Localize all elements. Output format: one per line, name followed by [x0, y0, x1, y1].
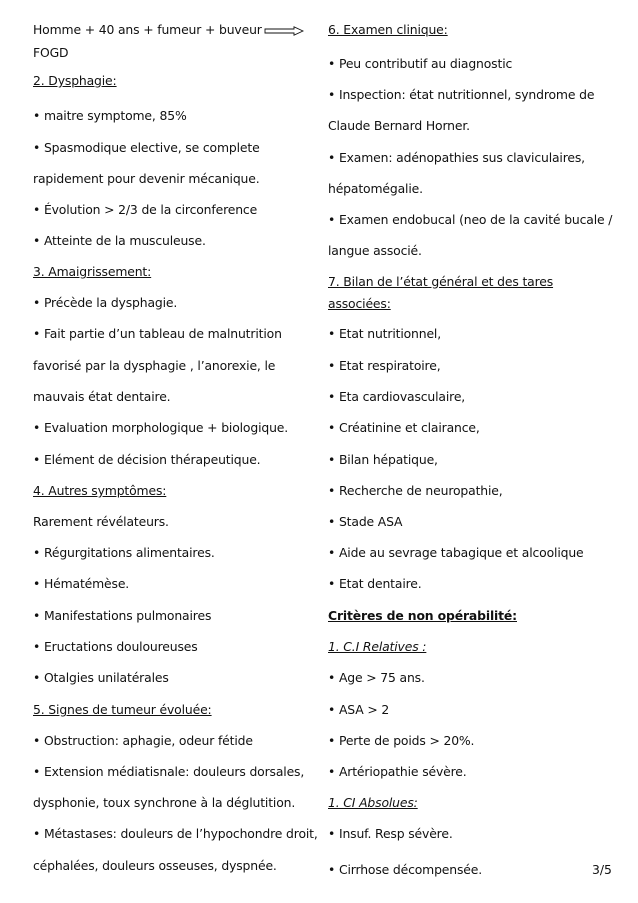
list-item: • Créatinine et clairance,: [328, 420, 480, 435]
list-item: • Fait partie d’un tableau de malnutrition: [33, 326, 282, 341]
section-7-title-cont: associées:: [328, 296, 391, 311]
ci-absolues-title: 1. CI Absolues:: [328, 795, 418, 810]
list-item: • Hématémèse.: [33, 576, 130, 591]
list-item: • Recherche de neuropathie,: [328, 483, 503, 498]
list-item: • Peu contributif au diagnostic: [328, 56, 513, 71]
list-item: • Etat nutritionnel,: [328, 326, 442, 341]
intro-line-2: FOGD: [33, 45, 69, 60]
list-item: • Insuf. Resp sévère.: [328, 826, 453, 841]
section-4-title: 4. Autres symptômes:: [33, 483, 167, 498]
list-item: • Évolution > 2/3 de la circonference: [33, 202, 258, 217]
section-3-title: 3. Amaigrissement:: [33, 264, 152, 279]
list-item-cont: langue associé.: [328, 243, 422, 258]
list-item: • Régurgitations alimentaires.: [33, 545, 215, 560]
list-item: • Stade ASA: [328, 514, 403, 529]
list-item: • Examen endobucal (neo de la cavité bucale /: [328, 212, 613, 227]
list-item-cont: mauvais état dentaire.: [33, 389, 171, 404]
list-item: • Bilan hépatique,: [328, 452, 438, 467]
arrow-right-icon: [264, 26, 304, 36]
list-item: • Eta cardiovasculaire,: [328, 389, 466, 404]
list-item: • Métastases: douleurs de l’hypochondre droit,: [33, 826, 318, 841]
list-item-cont: favorisé par la dysphagie , l’anorexie, le: [33, 358, 276, 373]
intro-line: [33, 22, 304, 38]
section-7-title: 7. Bilan de l’état général et des tares: [328, 274, 554, 289]
list-item: • Otalgies unilatérales: [33, 670, 169, 685]
criteria-title: Critères de non opérabilité:: [328, 608, 517, 623]
list-item: • Inspection: état nutritionnel, syndrome de: [328, 87, 595, 102]
intro-text: Homme + 40 ans + fumeur + buveur: [33, 22, 262, 37]
list-item: • Examen: adénopathies sus claviculaires,: [328, 150, 585, 165]
ci-relatives-title: 1. C.I Relatives :: [328, 639, 427, 654]
list-item: • Evaluation morphologique + biologique.: [33, 420, 289, 435]
section-6-title: 6. Examen clinique:: [328, 22, 448, 37]
list-item: • Manifestations pulmonaires: [33, 608, 212, 623]
list-item: • Extension médiatisnale: douleurs dorsales,: [33, 764, 305, 779]
list-item: • Eructations douloureuses: [33, 639, 198, 654]
list-item: • Cirrhose décompensée.: [328, 862, 483, 877]
list-item: • Etat dentaire.: [328, 576, 422, 591]
page-number: 3/5: [592, 862, 612, 877]
list-item: • Elément de décision thérapeutique.: [33, 452, 261, 467]
section-4-intro: Rarement révélateurs.: [33, 514, 169, 529]
list-item: • Atteinte de la musculeuse.: [33, 233, 206, 248]
list-item-cont: rapidement pour devenir mécanique.: [33, 171, 260, 186]
section-5-title: 5. Signes de tumeur évoluée:: [33, 702, 212, 717]
list-item: • Spasmodique elective, se complete: [33, 140, 260, 155]
list-item: • Perte de poids > 20%.: [328, 733, 475, 748]
list-item-cont: céphalées, douleurs osseuses, dyspnée.: [33, 858, 277, 873]
list-item: • ASA > 2: [328, 702, 390, 717]
list-item: • Obstruction: aphagie, odeur fétide: [33, 733, 253, 748]
list-item: • Aide au sevrage tabagique et alcoolique: [328, 545, 584, 560]
list-item: • Age > 75 ans.: [328, 670, 425, 685]
list-item-cont: hépatomégalie.: [328, 181, 423, 196]
section-2-title: 2. Dysphagie:: [33, 73, 117, 88]
list-item: • maitre symptome, 85%: [33, 108, 187, 123]
list-item-cont: Claude Bernard Horner.: [328, 118, 470, 133]
list-item: • Artériopathie sévère.: [328, 764, 467, 779]
list-item-cont: dysphonie, toux synchrone à la déglutition.: [33, 795, 296, 810]
list-item: • Etat respiratoire,: [328, 358, 441, 373]
list-item: • Précède la dysphagie.: [33, 295, 178, 310]
